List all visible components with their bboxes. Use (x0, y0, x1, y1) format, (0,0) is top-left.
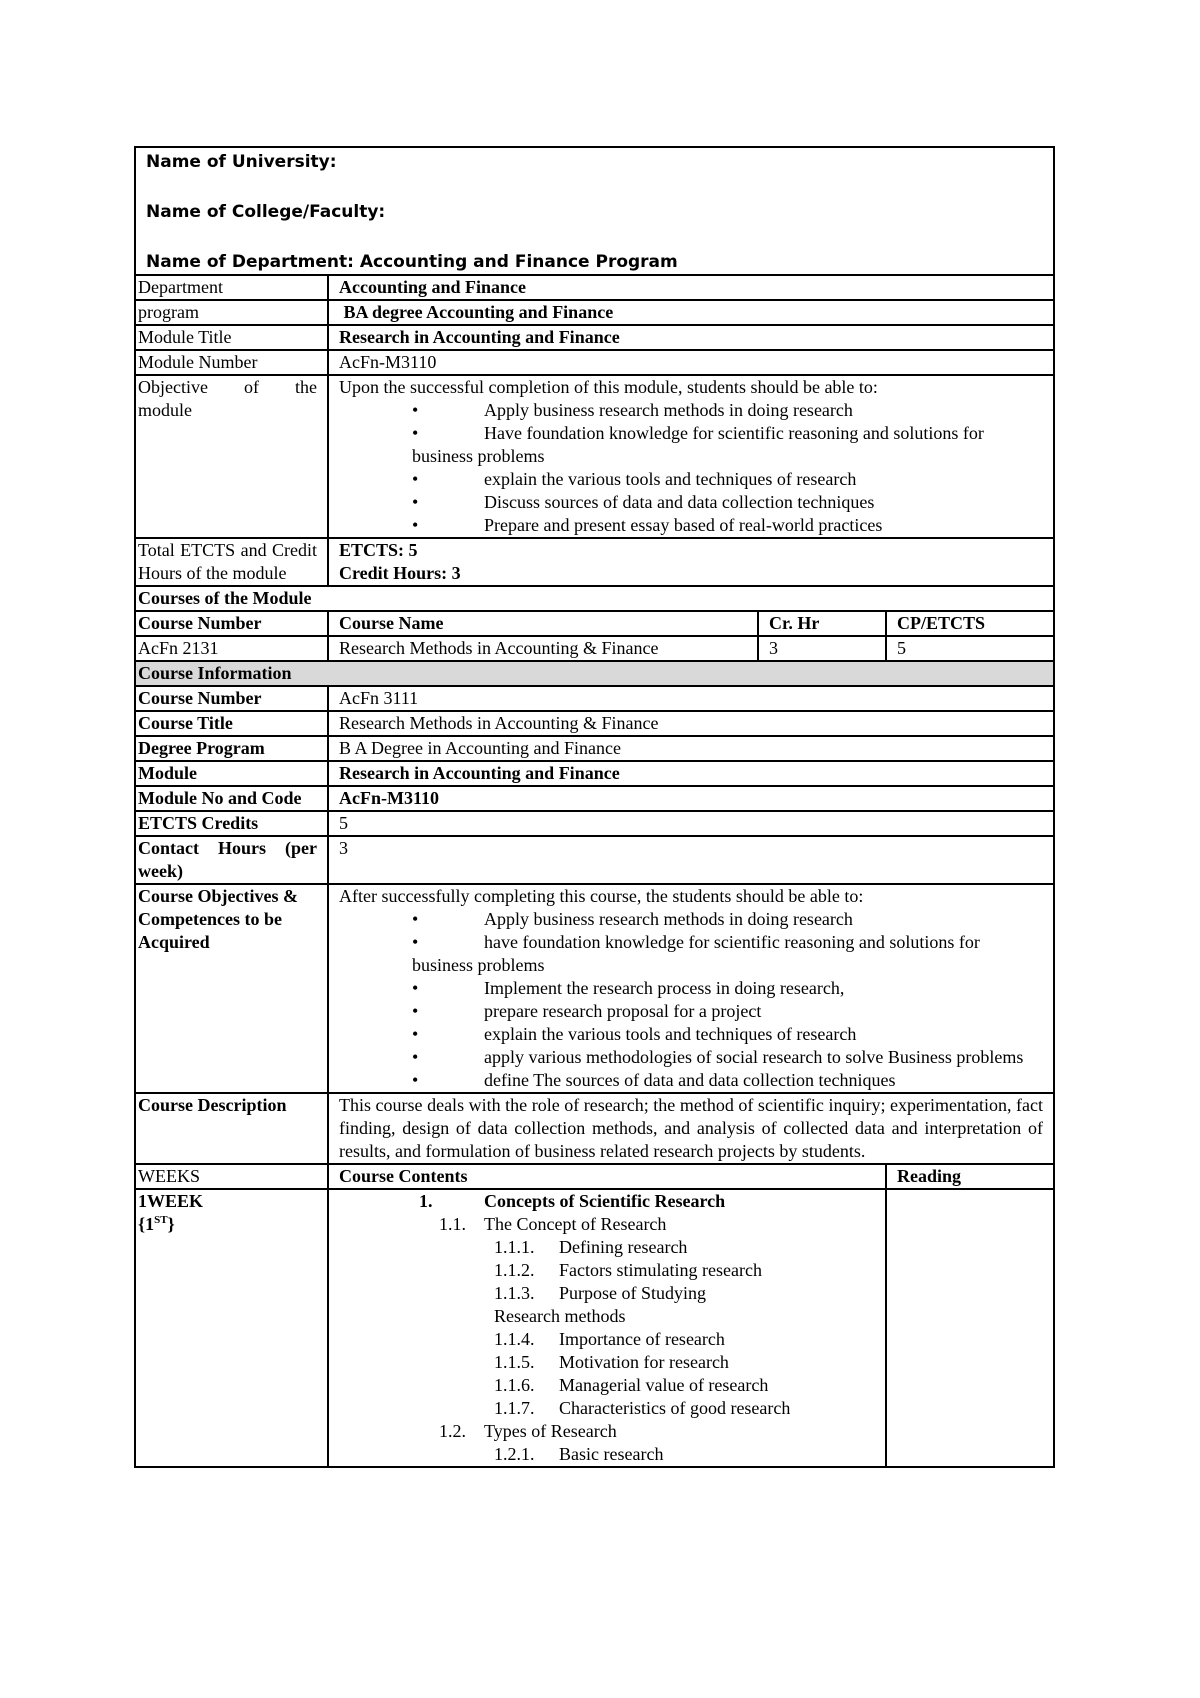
table-row (135, 661, 1054, 686)
table-row (135, 884, 1054, 1093)
table-row (135, 275, 1054, 300)
list-item: • explain the various tools and techniques of research (412, 1024, 857, 1044)
bullet-icon: • (412, 909, 419, 929)
module-value: Research in Accounting and Finance (328, 761, 1054, 786)
credit-hours-amount: Credit Hours: 3 (339, 563, 461, 583)
module-title-value: Research in Accounting and Finance (328, 325, 1054, 350)
list-item: • Apply business research methods in doing research (412, 909, 853, 929)
course-number-key: Course Number (135, 686, 328, 711)
table-row (135, 811, 1054, 836)
section-heading: 1.1. The Concept of Research (439, 1214, 667, 1234)
list-item: • Have foundation knowledge for scientific reasoning and solutions for business problems (412, 423, 984, 466)
degree-program-key: Degree Program (135, 736, 328, 761)
list-item: • Prepare and present essay based of real-world practices (412, 515, 883, 535)
table-row (135, 350, 1054, 375)
university-label: Name of University: (146, 152, 337, 172)
list-item: • Discuss sources of data and data collection techniques (412, 492, 875, 512)
course-title-value: Research Methods in Accounting & Finance (328, 711, 1054, 736)
bullet-icon: • (412, 932, 419, 952)
table-cell: 3 (758, 636, 886, 661)
column-header: Course Contents (328, 1164, 886, 1189)
program-value-text: BA degree Accounting and Finance (343, 302, 614, 322)
table-cell: Research Methods in Accounting & Finance (328, 636, 758, 661)
table-row (135, 836, 1054, 884)
list-item: • apply various methodologies of social research to solve Business problems (412, 1047, 1024, 1067)
list-item: • prepare research proposal for a project (412, 1001, 762, 1021)
table-row (135, 786, 1054, 811)
table-row (135, 300, 1054, 325)
table-row (135, 1164, 1054, 1189)
list-item: 1.1.1. Defining research (494, 1237, 688, 1257)
list-item: 1.1.6. Managerial value of research (494, 1375, 769, 1395)
department-label: Name of Department: Accounting and Finance Program (146, 252, 678, 272)
list-item: • have foundation knowledge for scientific reasoning and solutions for business problems (412, 932, 980, 975)
column-header: Cr. Hr (758, 611, 886, 636)
document-page (134, 146, 1053, 1468)
table-row (135, 736, 1054, 761)
reading-cell (886, 1189, 1054, 1467)
course-description-value: This course deals with the role of research; the method of scientific inquiry; experimentation, fact finding, design of data collection methods, and analysis of collected data and interpretation of results, and formulation of business related research projects by students. (328, 1093, 1054, 1164)
column-header: Course Name (328, 611, 758, 636)
bullet-icon: • (412, 400, 419, 420)
department-value: Accounting and Finance (328, 275, 1054, 300)
objective-intro: Upon the successful completion of this module, students should be able to: (339, 377, 878, 397)
list-item: 1.1.7. Characteristics of good research (494, 1398, 791, 1418)
contact-hours-key: Contact Hours (per week) (135, 836, 328, 884)
list-item: 1.2.1. Basic research (494, 1444, 664, 1464)
table-row (135, 611, 1054, 636)
course-description-key: Course Description (135, 1093, 328, 1164)
bullet-icon: • (412, 978, 419, 998)
course-objectives-list (339, 908, 1043, 1092)
table-row (135, 538, 1054, 586)
module-number-key: Module Number (135, 350, 328, 375)
table-row (135, 761, 1054, 786)
module-no-key: Module No and Code (135, 786, 328, 811)
list-item: 1.1.2. Factors stimulating research (494, 1260, 762, 1280)
list-item: • Implement the research process in doing research, (412, 978, 845, 998)
week-label: 1WEEK (138, 1191, 204, 1211)
bullet-icon: • (412, 469, 419, 489)
table-row (135, 711, 1054, 736)
table-row (135, 686, 1054, 711)
objective-list (339, 399, 1043, 537)
table-row (135, 325, 1054, 350)
course-number-value: AcFn 3111 (328, 686, 1054, 711)
bullet-icon: • (412, 492, 419, 512)
header-block (135, 147, 1054, 275)
module-no-value: AcFn-M3110 (328, 786, 1054, 811)
department-key: Department (135, 275, 328, 300)
bullet-icon: • (412, 423, 419, 443)
course-objectives-key: Course Objectives & Competences to be Acquired (135, 884, 328, 1093)
table-row (135, 375, 1054, 538)
week-cell (135, 1189, 328, 1467)
list-item: • Apply business research methods in doing research (412, 400, 853, 420)
objective-value (328, 375, 1054, 538)
list-item: • define The sources of data and data collection techniques (412, 1070, 896, 1090)
courses-of-module-title: Courses of the Module (135, 586, 1054, 611)
bullet-icon: • (412, 515, 419, 535)
module-key: Module (135, 761, 328, 786)
etcts-credits-value: 5 (328, 811, 1054, 836)
program-key: program (135, 300, 328, 325)
table-row (135, 636, 1054, 661)
module-table (134, 146, 1055, 1468)
table-row (135, 1189, 1054, 1467)
bullet-icon: • (412, 1047, 419, 1067)
column-header: Reading (886, 1164, 1054, 1189)
list-item: 1.1.5. Motivation for research (494, 1352, 729, 1372)
module-number-value: AcFn-M3110 (328, 350, 1054, 375)
table-cell: AcFn 2131 (135, 636, 328, 661)
degree-program-value: B A Degree in Accounting and Finance (328, 736, 1054, 761)
column-header: WEEKS (135, 1164, 328, 1189)
list-item: 1.1.3. Purpose of Studying Research methods (494, 1283, 707, 1326)
contact-hours-value: 3 (328, 836, 1054, 884)
column-header: CP/ETCTS (886, 611, 1054, 636)
bullet-icon: • (412, 1024, 419, 1044)
course-objectives-intro: After successfully completing this course, the students should be able to: (339, 886, 864, 906)
course-information-title: Course Information (135, 661, 1054, 686)
week-ordinal: {1ST} (138, 1214, 175, 1234)
course-title-key: Course Title (135, 711, 328, 736)
objective-key-line2: module (138, 400, 192, 420)
course-objectives-value (328, 884, 1054, 1093)
objective-key (135, 375, 328, 538)
college-label: Name of College/Faculty: (146, 202, 386, 222)
etcts-credits-key: ETCTS Credits (135, 811, 328, 836)
table-row (135, 1093, 1054, 1164)
etcts-key: Total ETCTS and Credit Hours of the module (135, 538, 328, 586)
etcts-value (328, 538, 1054, 586)
section-heading: 1.2. Types of Research (439, 1421, 617, 1441)
etcts-amount: ETCTS: 5 (339, 540, 418, 560)
chapter-heading: 1. Concepts of Scientific Research (419, 1191, 726, 1211)
objective-key-line1: Objective of the (138, 377, 317, 397)
bullet-icon: • (412, 1001, 419, 1021)
table-cell: 5 (886, 636, 1054, 661)
column-header: Course Number (135, 611, 328, 636)
bullet-icon: • (412, 1070, 419, 1090)
list-item: • explain the various tools and techniques of research (412, 469, 857, 489)
list-item: 1.1.4. Importance of research (494, 1329, 725, 1349)
program-value (328, 300, 1054, 325)
course-contents-cell (328, 1189, 886, 1467)
module-title-key: Module Title (135, 325, 328, 350)
table-row (135, 586, 1054, 611)
